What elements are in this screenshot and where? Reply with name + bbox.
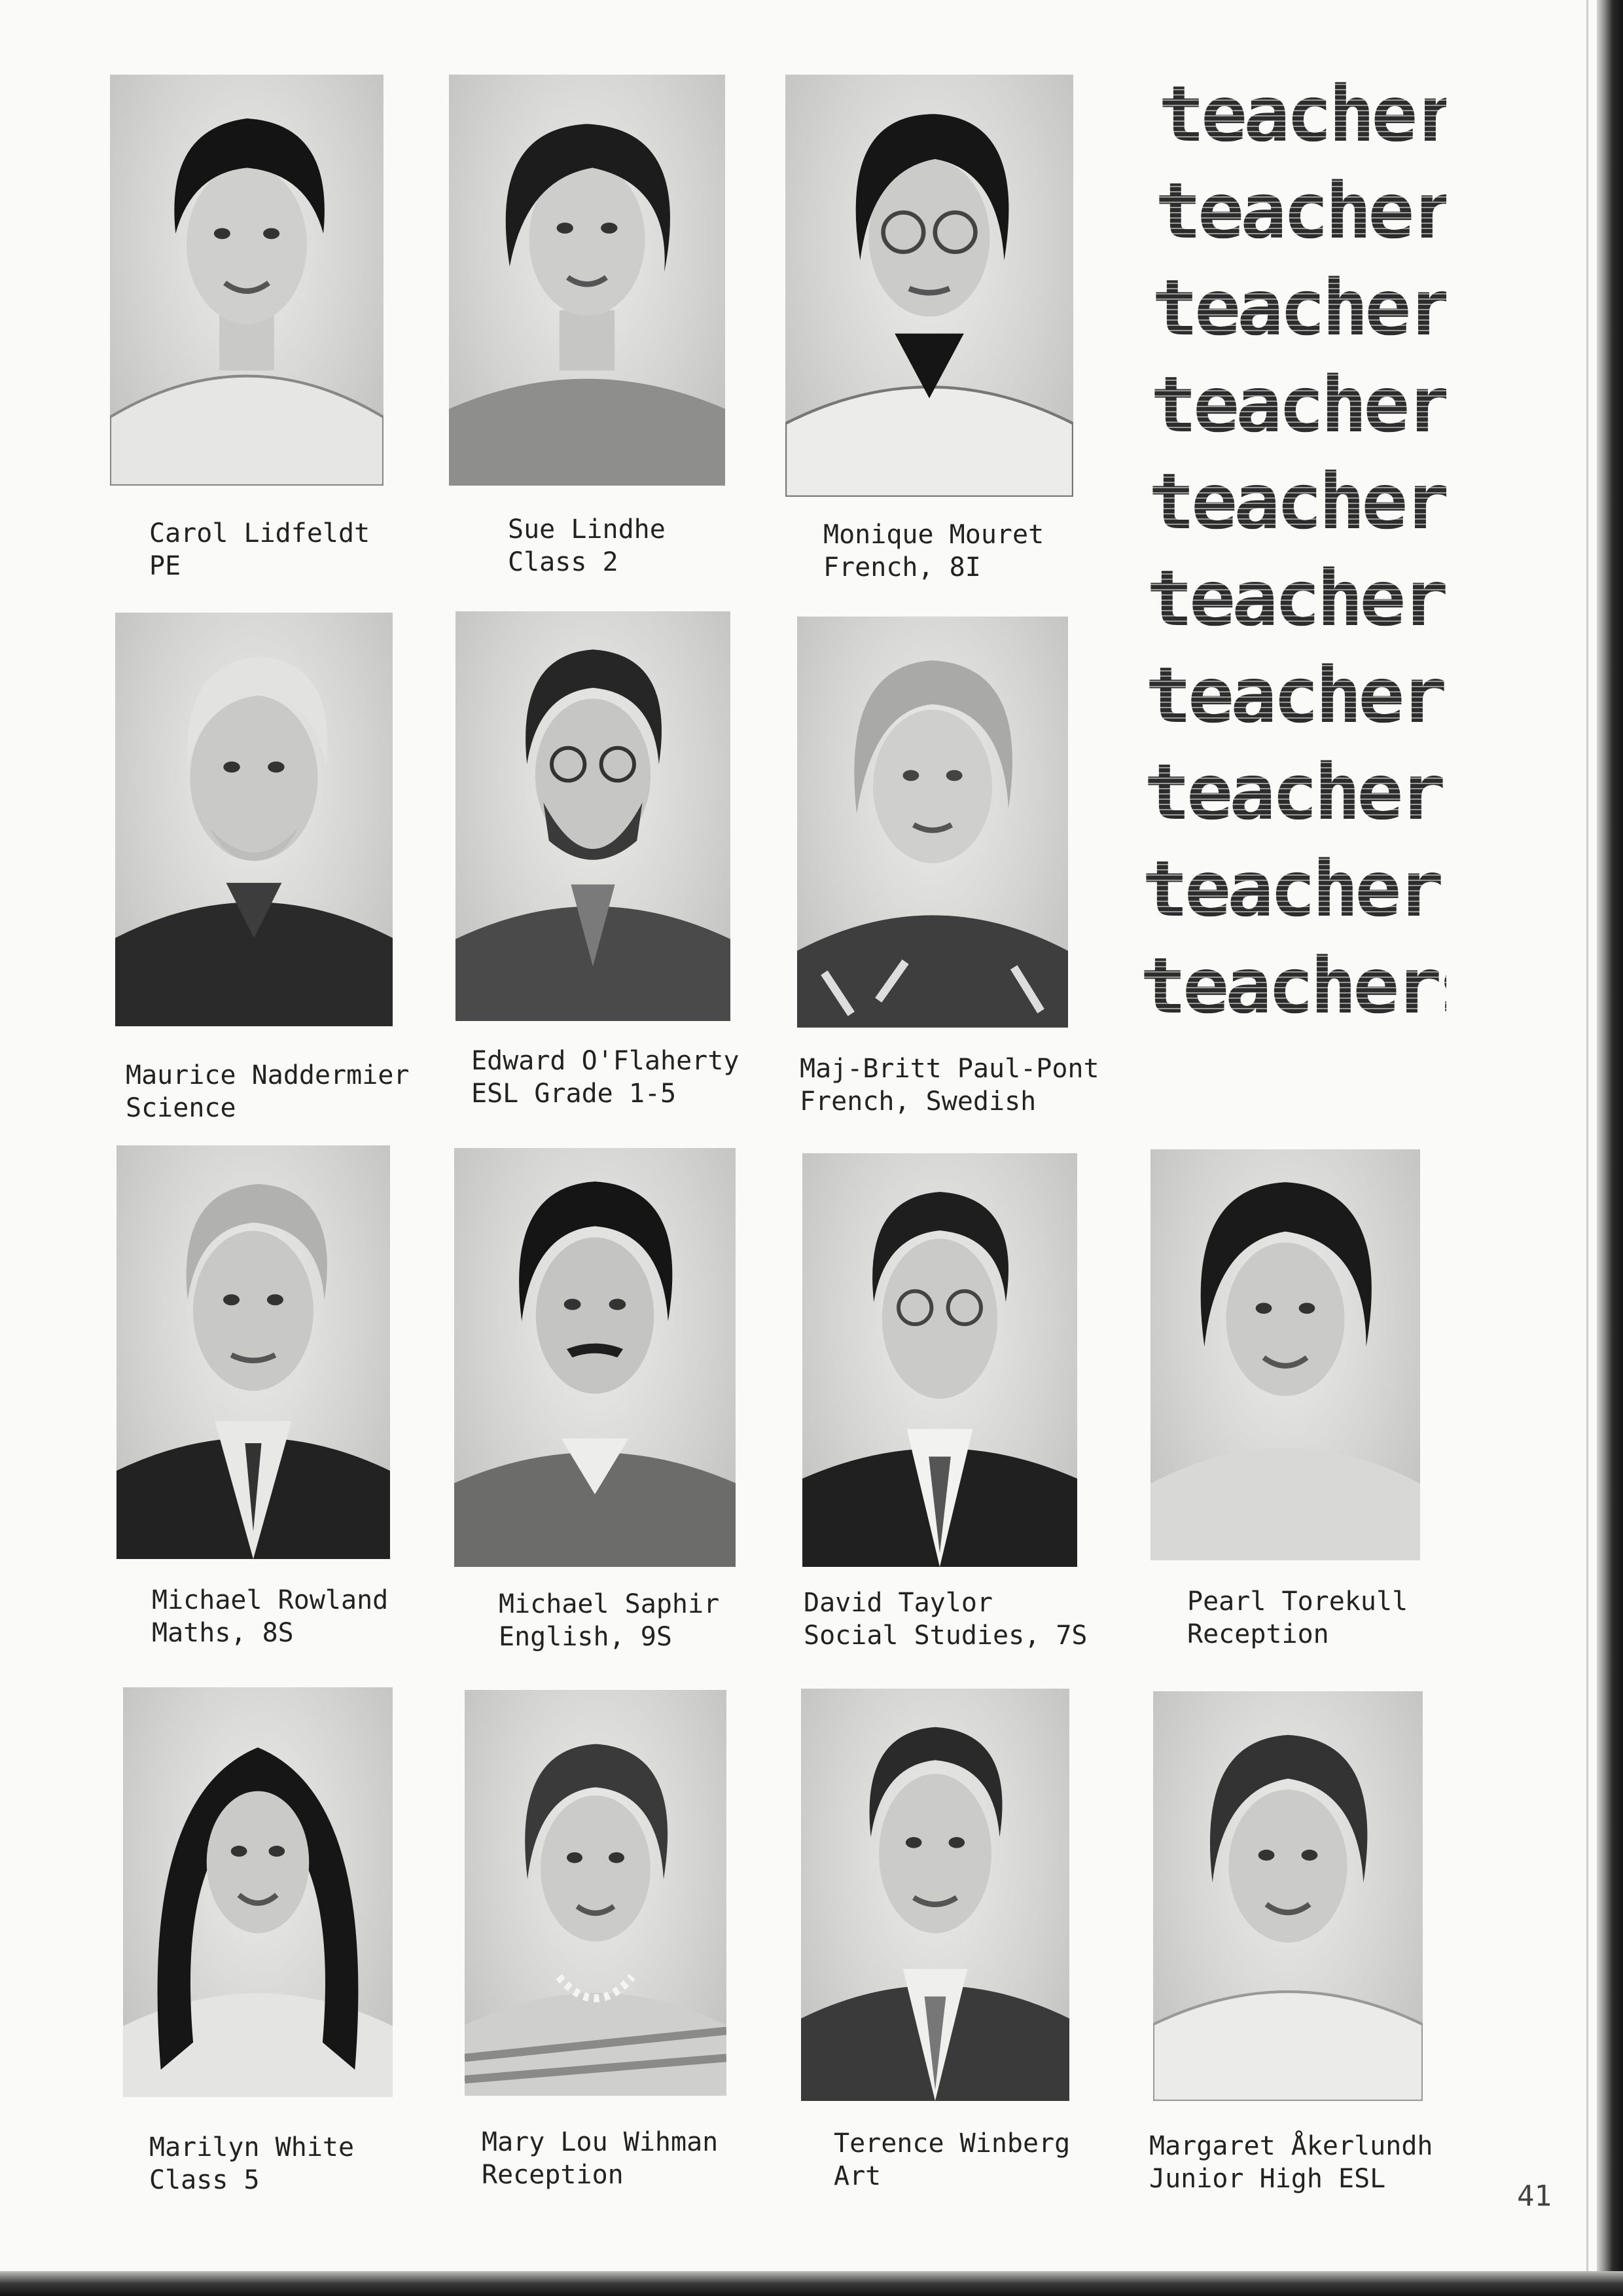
caption-carol-lidfeldt <box>149 517 370 583</box>
teachers-banner <box>1139 65 1499 1034</box>
caption-david-taylor <box>804 1587 1087 1652</box>
banner-word: teachers <box>1155 162 1446 259</box>
teacher-subject: Maths, 8S <box>152 1618 294 1648</box>
caption-sue-lindhe <box>508 513 666 579</box>
teacher-name: Terence Winberg <box>834 2128 1071 2159</box>
teacher-name: Margaret Åkerlundh <box>1149 2131 1433 2161</box>
portrait-marilyn-white <box>123 1687 393 2097</box>
teacher-name: David Taylor <box>804 1588 993 1618</box>
teacher-name: Michael Rowland <box>152 1585 389 1615</box>
teacher-subject: Class 2 <box>508 547 618 577</box>
teacher-name: Mary Lou Wihman <box>482 2127 719 2157</box>
teacher-subject: French, 8I <box>823 552 981 583</box>
portrait-maj-britt-paul-pont <box>797 617 1068 1028</box>
caption-maj-britt-paul-pont <box>800 1052 1099 1118</box>
banner-word: teachers <box>1149 453 1446 550</box>
banner-word: teachers <box>1144 744 1446 840</box>
teacher-subject: English, 9S <box>499 1622 672 1652</box>
portrait-terence-winberg <box>801 1689 1069 2101</box>
caption-maurice-naddermier <box>126 1059 409 1124</box>
teacher-subject: Class 5 <box>149 2165 260 2195</box>
page-edge-bottom <box>0 2271 1623 2296</box>
portrait-pearl-torekull <box>1150 1149 1420 1560</box>
teacher-name: Maj-Britt Paul-Pont <box>800 1054 1099 1084</box>
teacher-name: Michael Saphir <box>499 1589 720 1619</box>
teacher-subject: Art <box>834 2161 882 2191</box>
banner-word: teachers <box>1142 840 1446 937</box>
portrait-edward-oflaherty <box>455 611 730 1021</box>
portrait-sue-lindhe <box>449 75 725 486</box>
portrait-monique-mouret <box>785 75 1073 497</box>
caption-mary-lou-wihman <box>482 2126 718 2191</box>
teacher-name: Pearl Torekull <box>1187 1587 1408 1617</box>
portrait-carol-lidfeldt <box>110 75 383 486</box>
banner-word: teachers <box>1158 65 1446 162</box>
portrait-michael-rowland <box>116 1145 390 1559</box>
teacher-name: Sue Lindhe <box>508 514 666 545</box>
teacher-subject: Science <box>126 1093 236 1123</box>
teacher-subject: Social Studies, 7S <box>804 1621 1088 1651</box>
teacher-name: Edward O'Flaherty <box>471 1046 740 1076</box>
banner-word: teachers <box>1152 259 1446 356</box>
banner-word: teachers <box>1150 356 1446 453</box>
portrait-david-taylor <box>802 1153 1077 1567</box>
teacher-subject: Reception <box>482 2160 624 2190</box>
teacher-subject: ESL Grade 1-5 <box>471 1079 677 1109</box>
caption-monique-mouret <box>823 518 1044 584</box>
page-edge-right <box>1597 0 1623 2296</box>
caption-margaret-akerlundh <box>1149 2130 1433 2195</box>
teacher-name: Carol Lidfeldt <box>149 518 370 548</box>
caption-edward-oflaherty <box>471 1045 739 1110</box>
caption-marilyn-white <box>149 2131 354 2197</box>
portrait-maurice-naddermier <box>115 613 393 1026</box>
teacher-subject: Junior High ESL <box>1149 2164 1386 2194</box>
portrait-margaret-akerlundh <box>1153 1691 1423 2101</box>
caption-pearl-torekull <box>1187 1585 1408 1651</box>
banner-word: teachers <box>1145 647 1446 744</box>
caption-terence-winberg <box>834 2127 1070 2193</box>
teacher-name: Maurice Naddermier <box>126 1060 410 1090</box>
teacher-subject: PE <box>149 551 181 581</box>
banner-word: teachers <box>1147 550 1446 647</box>
banner-word: teachers <box>1140 937 1446 1034</box>
portrait-michael-saphir <box>454 1148 736 1567</box>
teacher-subject: Reception <box>1187 1619 1329 1649</box>
teacher-name: Monique Mouret <box>823 520 1044 550</box>
caption-michael-rowland <box>152 1584 388 1649</box>
page-number: 41 <box>1517 2179 1552 2213</box>
caption-michael-saphir <box>499 1588 719 1653</box>
binding-rule <box>1586 0 1588 2271</box>
portrait-mary-lou-wihman <box>465 1690 726 2096</box>
teacher-subject: French, Swedish <box>800 1086 1037 1117</box>
teacher-name: Marilyn White <box>149 2132 355 2162</box>
